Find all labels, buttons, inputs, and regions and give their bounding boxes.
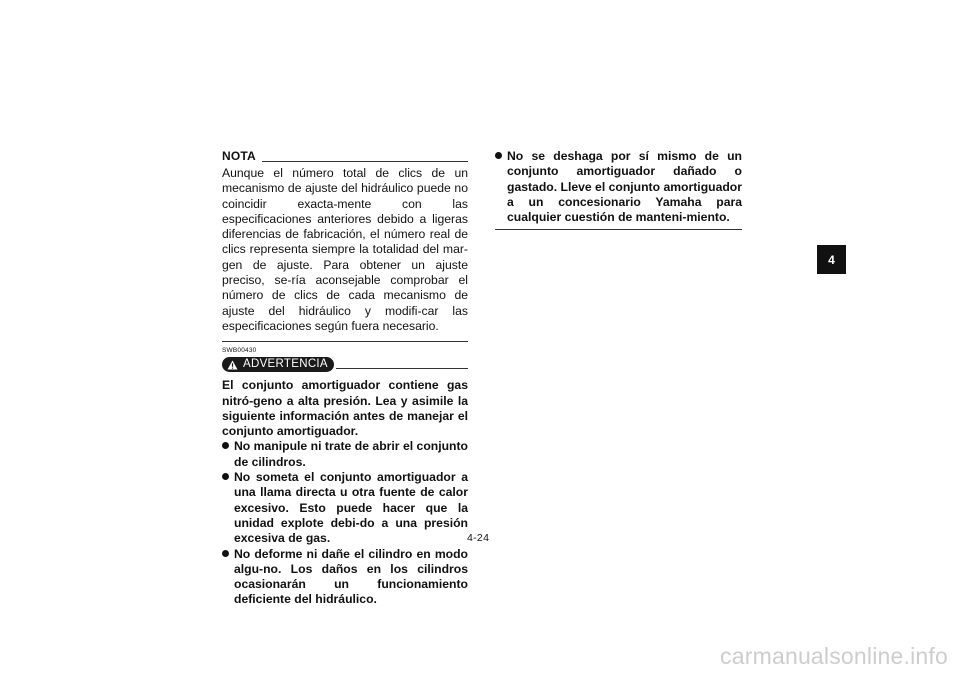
warning-bullet-item xyxy=(222,547,468,608)
warning-bullet-item xyxy=(222,470,468,546)
section-tab: 4 xyxy=(817,245,846,274)
nota-body: Aunque el número total de clics de un mecanismo de ajuste del hidráulico puede no coincidir exacta-mente con las especificaciones anteriores debido a ligeras diferencias de fabricación, el número real de clics representa siempre la totalidad del mar-gen de ajuste. Para obtener un ajuste preciso, se-ría aconsejable comprobar el número de clics de cada mecanismo de ajuste del hidráulico y modifi-car las especificaciones según fuera necesario. xyxy=(222,166,468,333)
nota-end-rule xyxy=(222,341,468,342)
page-number: 4-24 xyxy=(467,532,490,544)
warning-bullet-text: No someta el conjunto amortiguador a una llama directa u otra fuente de calor excesivo. Esto puede hacer que la unidad explote debi-do a una presión excesiva de gas. xyxy=(234,470,468,546)
warning-code: SWB00430 xyxy=(222,347,257,355)
warning-bullet-text: No se deshaga por sí mismo de un conjunto amortiguador dañado o gastado. Lleve el conjunto amortiguador a un concesionario Yamaha para cualquier cuestión de manteni-miento. xyxy=(507,149,742,225)
warning-header xyxy=(222,356,468,373)
warning-badge xyxy=(222,357,334,372)
warning-intro: El conjunto amortiguador contiene gas nitró-geno a alta presión. Lea y asimile la siguiente información antes de manejar el conjunto amortiguador. xyxy=(222,378,468,439)
bullet-dot-icon xyxy=(222,442,229,449)
warning-triangle-icon xyxy=(227,360,238,370)
nota-header xyxy=(222,150,468,164)
nota-header-rule xyxy=(262,161,468,162)
bullet-dot-icon xyxy=(495,152,502,159)
watermark: carmanualsonline.info xyxy=(720,643,948,669)
warning-end-rule xyxy=(495,229,742,230)
left-column xyxy=(222,150,468,608)
warning-bullet-list-left xyxy=(222,439,468,607)
nota-label: NOTA xyxy=(222,148,256,163)
warning-header-rule xyxy=(336,368,468,369)
bullet-dot-icon xyxy=(222,550,229,557)
warning-label: ADVERTENCIA xyxy=(243,358,328,371)
warning-bullet-item xyxy=(222,439,468,470)
bullet-dot-icon xyxy=(222,473,229,480)
right-column xyxy=(495,149,742,230)
warning-bullet-text: No deforme ni dañe el cilindro en modo algu-no. Los daños en los cilindros ocasionarán un funcionamiento deficiente del hidráulico. xyxy=(234,546,468,607)
warning-bullet-text: No manipule ni trate de abrir el conjunto de cilindros. xyxy=(234,439,468,469)
warning-bullet-list-right xyxy=(495,149,742,225)
warning-bullet-item xyxy=(495,149,742,225)
